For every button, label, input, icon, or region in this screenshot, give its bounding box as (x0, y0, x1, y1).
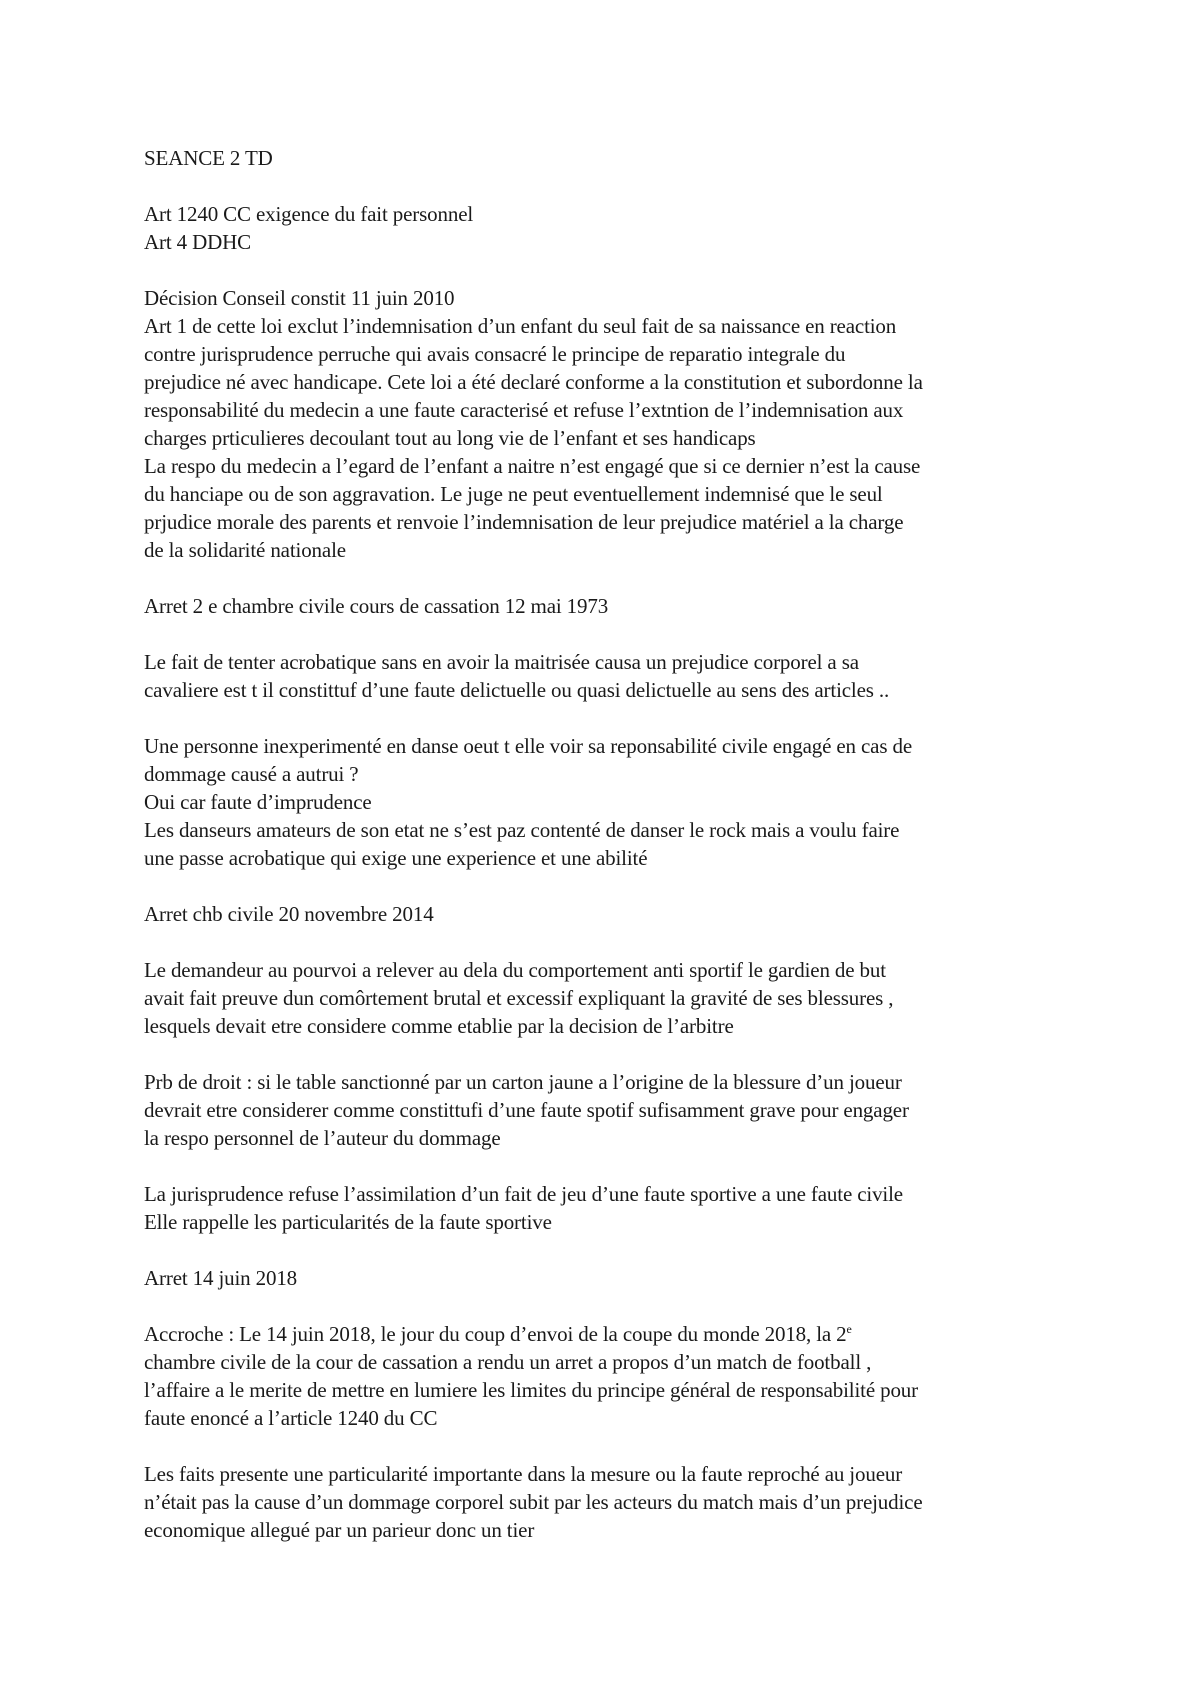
arret-2014-paragraph-b (144, 1068, 1079, 1152)
text-line: dommage causé a autrui ? (144, 762, 359, 786)
text-line: devrait etre considerer comme constittufi d’une faute spotif sufisamment grave pour engager (144, 1098, 909, 1122)
arret-1973-paragraph-a (144, 648, 1079, 704)
paragraph-gap (144, 256, 1079, 284)
superscript: e (846, 1322, 852, 1336)
arret-1973-heading: Arret 2 e chambre civile cours de cassation 12 mai 1973 (144, 594, 609, 618)
text-line: Art 1 de cette loi exclut l’indemnisation d’un enfant du seul fait de sa naissance en reaction (144, 314, 897, 338)
paragraph-gap (144, 1152, 1079, 1180)
paragraph-gap (144, 1236, 1079, 1264)
arret-2018-heading: Arret 14 juin 2018 (144, 1266, 298, 1290)
articles-paragraph (144, 200, 1079, 256)
text-line: responsabilité du medecin a une faute caracterisé et refuse l’extntion de l’indemnisation aux (144, 398, 904, 422)
text-line: faute enoncé a l’article 1240 du CC (144, 1406, 438, 1430)
text-line: Les danseurs amateurs de son etat ne s’est paz contenté de danser le rock mais a voulu faire (144, 818, 900, 842)
text-line: prejudice né avec handicape. Cete loi a été declaré conforme a la constitution et subordonne la (144, 370, 923, 394)
text-line: chambre civile de la cour de cassation a rendu un arret a propos d’un match de football , (144, 1350, 872, 1374)
decision-paragraph (144, 284, 1079, 564)
text-line: Art 4 DDHC (144, 230, 251, 254)
paragraph-gap (144, 928, 1079, 956)
text-line: Le fait de tenter acrobatique sans en avoir la maitrisée causa un prejudice corporel a sa (144, 650, 859, 674)
text-line: Une personne inexperimenté en danse oeut t elle voir sa reponsabilité civile engagé en cas de (144, 734, 912, 758)
paragraph-gap (144, 172, 1079, 200)
text-line: lesquels devait etre considere comme etablie par la decision de l’arbitre (144, 1014, 734, 1038)
text-line: contre jurisprudence perruche qui avais consacré le principe de reparatio integrale du (144, 342, 846, 366)
arret-2018-paragraph-a (144, 1320, 1079, 1432)
text-line: Oui car faute d’imprudence (144, 790, 372, 814)
text-line: de la solidarité nationale (144, 538, 346, 562)
text-line: La jurisprudence refuse l’assimilation d’un fait de jeu d’une faute sportive a une faute civile (144, 1182, 903, 1206)
text-line: n’était pas la cause d’un dommage corporel subit par les acteurs du match mais d’un prejudice (144, 1490, 923, 1514)
text-line: Le demandeur au pourvoi a relever au dela du comportement anti sportif le gardien de but (144, 958, 886, 982)
arret-2018-paragraph-b (144, 1460, 1079, 1544)
text-line: l’affaire a le merite de mettre en lumiere les limites du principe général de responsabilité pour (144, 1378, 918, 1402)
text-line: cavaliere est t il constittuf d’une faute delictuelle ou quasi delictuelle au sens des articles .. (144, 678, 890, 702)
paragraph-gap (144, 704, 1079, 732)
text-segment: Accroche : Le 14 juin 2018, le jour du coup d’envoi de la coupe du monde 2018, la 2 (144, 1322, 847, 1346)
paragraph-gap (144, 1040, 1079, 1068)
text-line: avait fait preuve dun comôrtement brutal et excessif expliquant la gravité de ses blessures , (144, 986, 894, 1010)
arret-2014-heading: Arret chb civile 20 novembre 2014 (144, 902, 434, 926)
text-line: Prb de droit : si le table sanctionné par un carton jaune a l’origine de la blessure d’un joueur (144, 1070, 902, 1094)
arret-2014-paragraph-a (144, 956, 1079, 1040)
paragraph-gap (144, 872, 1079, 900)
text-line: economique allegué par un parieur donc un tier (144, 1518, 535, 1542)
text-line: Art 1240 CC exigence du fait personnel (144, 202, 474, 226)
document-title: SEANCE 2 TD (144, 146, 273, 170)
paragraph-gap (144, 1432, 1079, 1460)
text-line: du hanciape ou de son aggravation. Le juge ne peut eventuellement indemnisé que le seul (144, 482, 883, 506)
document-body (144, 144, 1079, 1544)
paragraph-gap (144, 620, 1079, 648)
paragraph-gap (144, 564, 1079, 592)
text-line: la respo personnel de l’auteur du dommage (144, 1126, 501, 1150)
arret-2014-paragraph-c (144, 1180, 1079, 1236)
text-line: La respo du medecin a l’egard de l’enfant a naitre n’est engagé que si ce dernier n’est la cause (144, 454, 921, 478)
text-line: prjudice morale des parents et renvoie l’indemnisation de leur prejudice matériel a la charge (144, 510, 904, 534)
text-line: une passe acrobatique qui exige une experience et une abilité (144, 846, 648, 870)
text-line: charges prticulieres decoulant tout au long vie de l’enfant et ses handicaps (144, 426, 756, 450)
text-line: Les faits presente une particularité importante dans la mesure ou la faute reproché au joueur (144, 1462, 903, 1486)
text-line-with-superscript (144, 1320, 1079, 1348)
text-line: Elle rappelle les particularités de la faute sportive (144, 1210, 552, 1234)
decision-heading: Décision Conseil constit 11 juin 2010 (144, 286, 455, 310)
paragraph-gap (144, 1292, 1079, 1320)
arret-1973-paragraph-b (144, 732, 1079, 872)
